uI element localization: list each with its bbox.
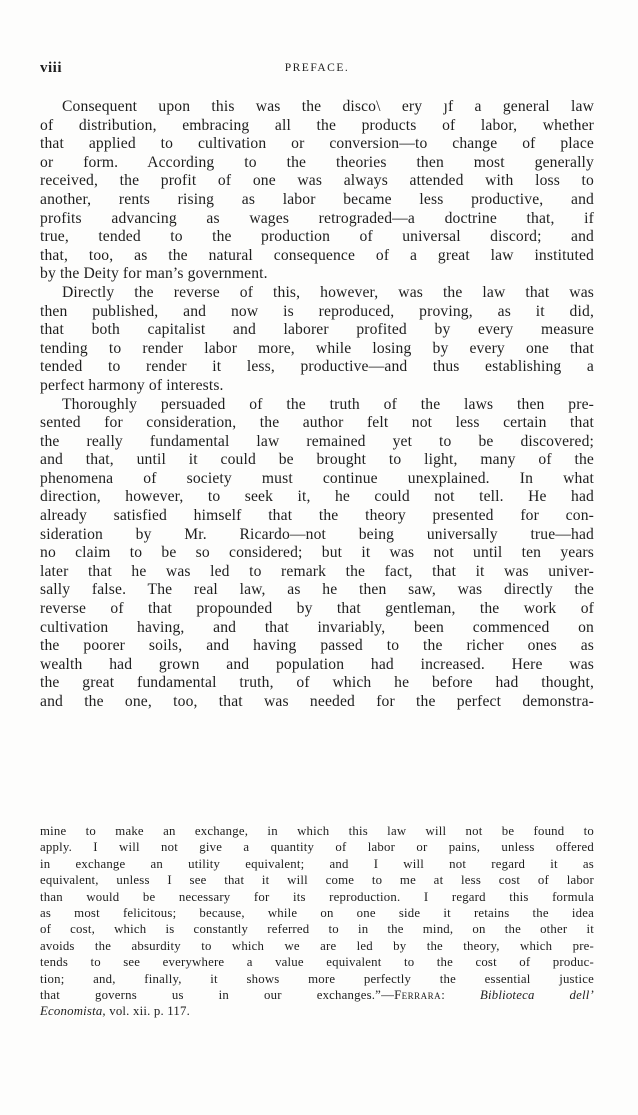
body-line: that both capitalist and laborer profited by every measure — [40, 321, 594, 339]
footnote-line: as most felicitous; because, while on one side it retains the idea — [40, 905, 594, 920]
body-line: direction, however, to seek it, he could not tell. He had — [40, 488, 594, 506]
footnote-title-cont: Economista, — [40, 1004, 106, 1019]
body-line: sented for consideration, the author felt not less certain that — [40, 414, 594, 432]
body-line: the great fundamental truth, of which he before had thought, — [40, 674, 594, 692]
footnote-line: mine to make an exchange, in which this law will not be found to — [40, 824, 594, 838]
footnote-line: tion; and, finally, it shows more perfectly the essential justice — [40, 971, 594, 986]
body-line: already satisfied himself that the theory presented for con- — [40, 507, 594, 525]
body-line: sally false. The real law, as he then saw, was directly the — [40, 581, 594, 599]
footnote — [40, 823, 594, 1020]
body-line: cultivation having, and that invariably, been commenced on — [40, 618, 594, 636]
body-line: of distribution, embracing all the products of labor, whether — [40, 116, 594, 134]
body-line: true, tended to the production of universal discord; and — [40, 228, 594, 246]
body-line: no claim to be so considered; but it was not until ten years — [40, 544, 594, 562]
body-line: and the one, too, that was needed for the perfect demonstra- — [40, 693, 594, 710]
footnote-volume: vol. xii. p. 117. — [105, 1004, 191, 1019]
footnote-line-text: that governs us in our exchanges.”— — [40, 987, 395, 1002]
body-line: the really fundamental law remained yet to be discovered; — [40, 432, 594, 450]
body-line: tended to render it less, productive—and thus establishing a — [40, 358, 594, 376]
body-line: later that he was led to remark the fact, that it was univer- — [40, 562, 594, 580]
body-line: received, the profit of one was always attended with loss to — [40, 172, 594, 190]
body-line: profits advancing as wages retrograded—a doctrine that, if — [40, 209, 594, 227]
body-line: wealth had grown and population had increased. Here was — [40, 655, 594, 673]
body-line: Thoroughly persuaded of the truth of the laws then pre- — [62, 395, 594, 413]
footnote-line: apply. I will not give a quantity of labor or pains, unless offered — [40, 840, 594, 855]
body-line: that applied to cultivation or conversion—to change of place — [40, 135, 594, 153]
body-line: sideration by Mr. Ricardo—not being universally true—had — [40, 525, 594, 543]
footnote-author: Ferrara — [394, 987, 442, 1002]
body-line: or form. According to the theories then most generally — [40, 153, 594, 171]
body-line: by the Deity for man’s government. — [40, 265, 268, 283]
footnote-line: equivalent, unless I see that it will come to me at less cost of labor — [40, 873, 594, 888]
footnote-separator: : — [441, 987, 480, 1002]
page-header — [40, 60, 594, 80]
footnote-line: of cost, which is constantly referred to in the mind, on the other it — [40, 922, 594, 937]
body-line: perfect harmony of interests. — [40, 376, 224, 394]
body-line: phenomena of society must continue unexplained. In what — [40, 469, 594, 487]
footnote-line: tends to see everywhere a value equivalent to the cost of produc- — [40, 955, 594, 970]
body-line: reverse of that propounded by that gentleman, the work of — [40, 600, 594, 618]
body-line: then published, and now is reproduced, proving, as it did, — [40, 302, 594, 320]
body-text — [40, 98, 594, 712]
body-line: that, too, as the natural consequence of a great law instituted — [40, 246, 594, 264]
body-line: and that, until it could be brought to light, many of the — [40, 451, 594, 469]
footnote-line: avoids the absurdity to which we are led by the theory, which pre- — [40, 938, 594, 953]
footnote-line: than would be necessary for its reproduction. I regard this formula — [40, 889, 594, 904]
footnote-line — [40, 987, 594, 1003]
page-number: viii — [40, 60, 63, 76]
body-line: Consequent upon this was the disco\ ery ȷf a general law — [62, 98, 594, 115]
footnote-title: Biblioteca dell’ — [479, 987, 594, 1002]
running-head: PREFACE. — [284, 62, 350, 74]
body-line: Directly the reverse of this, however, was the law that was — [62, 283, 594, 301]
body-line: the poorer soils, and having passed to the richer ones as — [40, 637, 594, 655]
body-line: tending to render labor more, while losing by every one that — [40, 339, 594, 357]
body-line: another, rents rising as labor became less productive, and — [40, 190, 594, 208]
footnote-line — [40, 1003, 594, 1019]
footnote-line: in exchange an utility equivalent; and I will not regard it as — [40, 856, 594, 871]
